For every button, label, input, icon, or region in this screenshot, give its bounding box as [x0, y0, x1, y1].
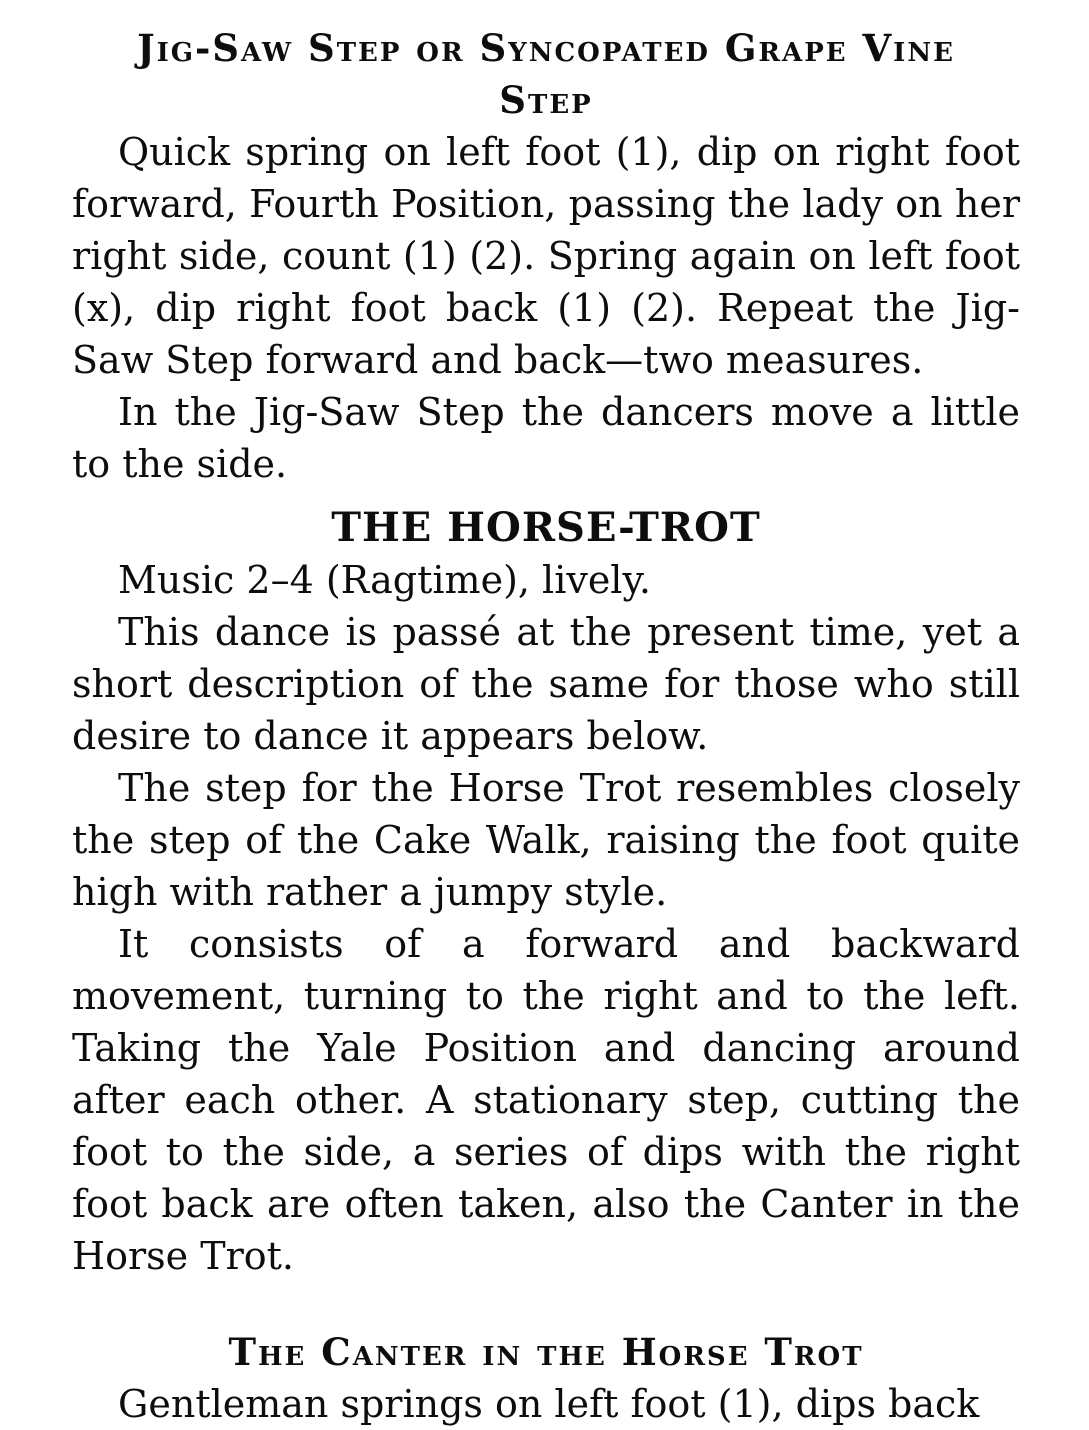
heading-line-2: Step: [499, 78, 593, 122]
section-heading-canter: The Canter in the Horse Trot: [228, 1330, 864, 1374]
paragraph-canter-description: Gentleman springs on left foot (1), dips back: [118, 1382, 980, 1426]
paragraph-horse-trot-music: Music 2–4 (Ragtime), lively.: [118, 558, 651, 602]
paragraph-jigsaw-note: In the Jig-Saw Step the dancers move a little to the side.: [72, 390, 1020, 486]
paragraph-horse-trot-intro: This dance is passé at the present time, yet a short description of the same for those who still desire to dance it appears below.: [72, 610, 1020, 758]
paragraph-horse-trot-step: The step for the Horse Trot resembles closely the step of the Cake Walk, raising the foot quite high with rather a jumpy style.: [72, 766, 1020, 914]
paragraph-horse-trot-movement: It consists of a forward and backward movement, turning to the right and to the left. Taking the Yale Position and dancing around after each other. A stationary step, cutting the foot to the side, a series of dips with the right foot back are often taken, also the Canter in the Horse Trot.: [72, 922, 1020, 1278]
section-heading-jigsaw: [72, 22, 1020, 126]
book-page: [72, 22, 1020, 1430]
section-heading-horse-trot: THE HORSE-TROT: [331, 504, 761, 551]
paragraph-jigsaw-description: Quick spring on left foot (1), dip on right foot forward, Fourth Position, passing the lady on her right side, count (1) (2). Spring again on left foot (x), dip right foot back (1) (2). Repeat the Jig-Saw Step forward and back—two measures.: [72, 130, 1020, 382]
heading-line-1: Jig-Saw Step or Syncopated Grape Vine: [137, 26, 955, 70]
